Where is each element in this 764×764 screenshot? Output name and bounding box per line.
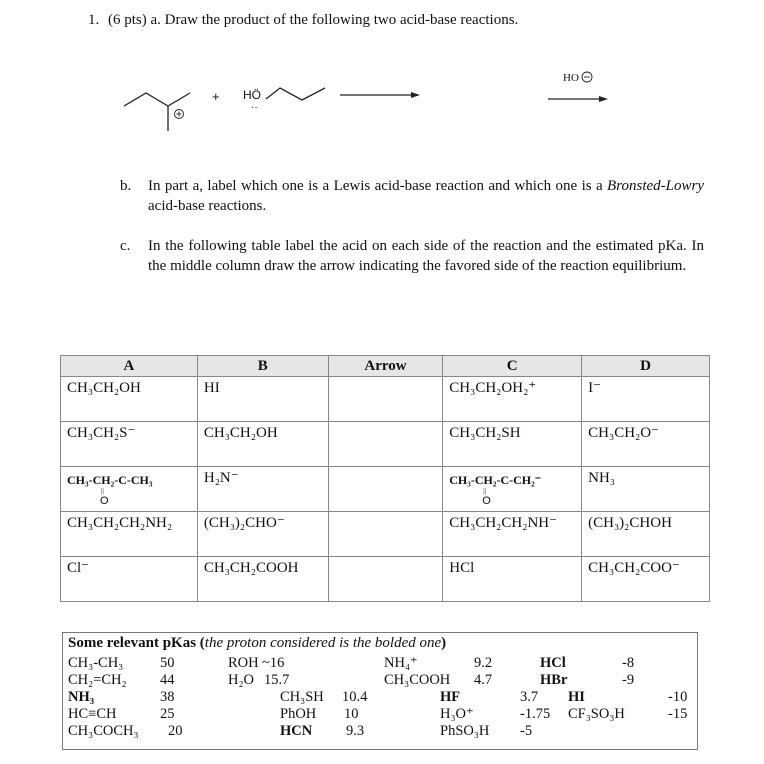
cell-b: HI [197,377,328,422]
header-b: B [197,356,328,377]
cell-d: CH₃CH₂O⁻ [582,422,710,467]
pka-value: 44 [160,672,175,688]
part-c-label: c. [120,238,131,254]
pka-value: 9.2 [474,655,493,671]
cell-d: NH₃ [582,467,710,512]
pka-value: 10.4 [342,689,368,705]
part-b-italic: Bronsted-Lowry [607,178,704,194]
pka-compound: CF₃SO₃H [568,706,625,722]
cell-b: H₂N⁻ [197,467,328,512]
pka-value: 50 [160,655,175,671]
pka-compound: HBr [540,672,568,688]
pka-value: 20 [168,723,183,739]
header-arrow: Arrow [328,356,443,377]
double-bond: || [483,487,487,495]
pka-value: 25 [160,706,175,722]
cell-a [61,467,198,512]
cell-arrow[interactable] [328,557,443,602]
cell-b: (CH₃)₂CHO⁻ [197,512,328,557]
cell-arrow[interactable] [328,422,443,467]
cell-d: (CH₃)₂CHOH [582,512,710,557]
cell-arrow[interactable] [328,512,443,557]
pka-value: 4.7 [474,672,493,688]
cell-d: CH₃CH₂COO⁻ [582,557,710,602]
table-row [61,377,710,422]
pka-compound: PhOH [280,706,317,722]
table-row [61,422,710,467]
cell-c: CH₃CH₂CH₂NH⁻ [443,512,582,557]
cell-d: I⁻ [582,377,710,422]
header-d: D [582,356,710,377]
pka-compound: HC≡CH [68,706,117,722]
pka-compound: HCl [540,655,566,671]
cell-c: HCl [443,557,582,602]
ketone-oxygen: O [100,495,109,507]
cell-b: CH₃CH₂COOH [197,557,328,602]
cell-c [443,467,582,512]
pka-compound: HI [568,689,585,705]
plus-sign: + [212,89,220,104]
cell-a: CH₃CH₂OH [61,377,198,422]
pka-value: 9.3 [346,723,365,739]
pka-title [68,635,446,652]
pka-value: -1.75 [520,706,551,722]
header-c: C [443,356,582,377]
pka-compound: H₂O [228,672,254,688]
alcohol-oh-label: HÖ [243,88,261,102]
pka-value: -10 [668,689,688,705]
pka-value: -15 [668,706,688,722]
part-b-text-1: In part a, label which one is a Lewis acid-base reaction and which one is a [148,178,603,194]
pka-title-end: ) [441,635,447,651]
part-b-text-3: acid-base reactions. [148,198,267,214]
part-c-text: In the following table label the acid on each side of the reaction and the estimated pKa. In the middle column draw the arrow indicating the favored side of the reaction equilibrium. [148,238,704,274]
lone-pair: ·· [251,102,258,113]
cell-c: CH₃CH₂OH₂⁺ [443,377,582,422]
negative-charge-icon [582,72,592,82]
pka-compound: HCN [280,723,313,739]
cell-a: Cl⁻ [61,557,198,602]
pka-compound: PhSO₃H [440,723,490,739]
question-intro: (6 pts) a. Draw the product of the following two acid-base reactions. [108,12,519,28]
pka-value: -8 [622,655,635,671]
cell-c: CH₃CH₂SH [443,422,582,467]
table-row [61,557,710,602]
header-a: A [61,356,198,377]
pka-compound: CH₃-CH₃ [68,655,124,671]
pka-value: 38 [160,689,175,705]
pka-value: 10 [344,706,359,722]
part-b-label: b. [120,178,132,194]
pka-value: ~16 [262,655,285,671]
pka-compound: ROH [228,655,259,671]
table-header-row [61,356,710,377]
ketone-structure [67,473,152,507]
carbocation-structure [124,93,190,131]
cell-arrow[interactable] [328,467,443,512]
table-row [61,512,710,557]
question-number: 1. [88,12,100,28]
pka-title-bold: Some relevant pKas ( [68,635,205,651]
pka-compound: CH₃COOH [384,672,451,688]
acid-base-table [60,355,710,602]
ketone-formula: CH₃-CH₂-C-CH₃ [67,473,153,487]
pka-compound: H₃O⁺ [440,706,474,722]
pka-compound: NH₃ [68,689,95,705]
enolate-oxygen: O [482,495,491,507]
hydroxide-label: HO [563,72,579,84]
enolate-structure [449,473,541,507]
pka-compound: CH₃COCH₃ [68,723,139,739]
pka-compound: NH₄⁺ [384,655,418,671]
pka-value: 15.7 [264,672,290,688]
pka-value: -9 [622,672,635,688]
pka-compound: CH₃SH [280,689,324,705]
cell-arrow[interactable] [328,377,443,422]
pka-value: 3.7 [520,689,539,705]
cell-a: CH₃CH₂S⁻ [61,422,198,467]
propanol-chain [266,88,325,100]
double-bond: || [101,487,104,495]
cell-a: CH₃CH₂CH₂NH₂ [61,512,198,557]
reaction-scheme [0,0,764,150]
part-b-text [148,176,704,216]
pka-reference-box [62,632,698,750]
pka-title-italic: the proton considered is the bolded one [204,635,442,651]
table-row [61,467,710,512]
pka-compound: CH₂=CH₂ [68,672,127,688]
pka-value: -5 [520,723,533,739]
enolate-formula: CH₃-CH₂-C-CH₂⁻ [449,473,542,487]
pka-compound: HF [440,689,461,705]
cell-b: CH₃CH₂OH [197,422,328,467]
